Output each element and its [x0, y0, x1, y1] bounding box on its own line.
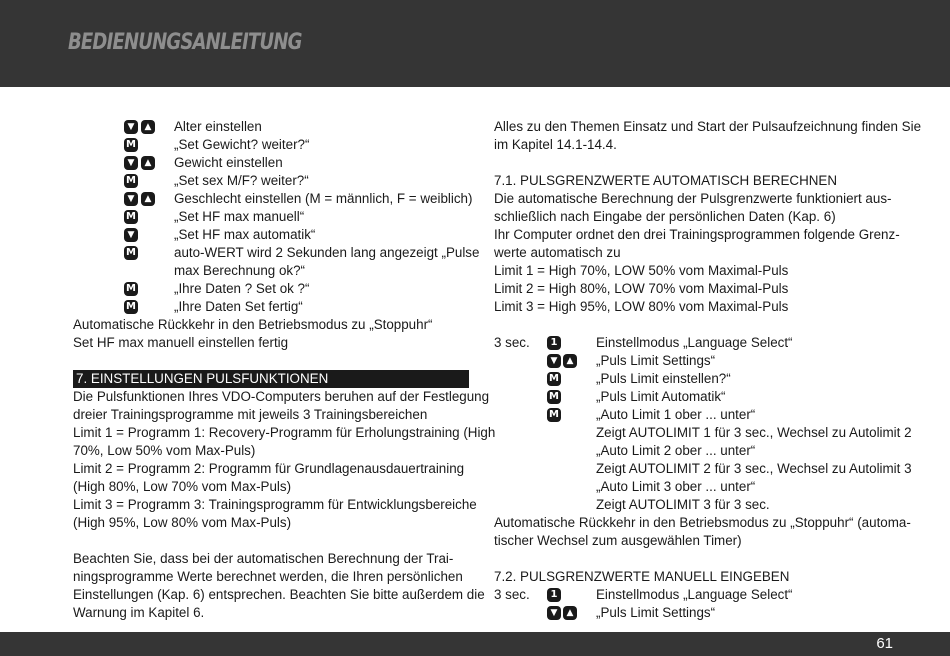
down-arrow-button-icon: ▼: [124, 120, 138, 134]
limit-line: Limit 2 = High 80%, LOW 70% vom Maximal-Puls: [494, 281, 789, 296]
step-text: Zeigt AUTOLIMIT 2 für 3 sec., Wechsel zu Autolimit 3: [596, 461, 912, 476]
right-column: [494, 118, 922, 622]
step-text: Gewicht einstellen: [174, 155, 283, 170]
mode-button-icon: M: [124, 282, 138, 296]
paragraph-line: (High 95%, Low 80% vom Max-Puls): [73, 515, 292, 530]
instruction-step: [494, 370, 889, 388]
step-text: „Puls Limit Automatik“: [596, 389, 726, 404]
instruction-step: [494, 442, 889, 460]
paragraph-line: Einstellungen (Kap. 6) entsprechen. Beachten Sie bitte außerdem die: [73, 587, 485, 602]
intro-line: im Kapitel 14.1-14.4.: [494, 137, 617, 152]
mode-button-icon: M: [547, 390, 561, 404]
step-text: „Auto Limit 2 ober ... unter“: [596, 443, 756, 458]
down-arrow-button-icon: ▼: [124, 228, 138, 242]
down-arrow-button-icon: ▼: [124, 156, 138, 170]
page-number: 61: [876, 635, 893, 652]
paragraph-line: 70%, Low 50% vom Max-Puls): [73, 443, 256, 458]
instruction-step: [494, 352, 889, 370]
intro-line: Alles zu den Themen Einsatz und Start der Pulsaufzeichnung finden Sie: [494, 119, 922, 134]
left-after-step-2: Set HF max manuell einstellen fertig: [73, 335, 289, 350]
paragraph-line: schließlich nach Eingabe der persönlichen Daten (Kap. 6): [494, 209, 836, 224]
header-bar: [0, 0, 950, 87]
paragraph-line: Warnung im Kapitel 6.: [73, 605, 205, 620]
up-arrow-button-icon: ▲: [141, 192, 155, 206]
step-text: „Ihre Daten Set fertig“: [174, 299, 303, 314]
step-text: „Auto Limit 3 ober ... unter“: [596, 479, 756, 494]
duration-label: 3 sec.: [494, 335, 530, 350]
key-icons: [547, 354, 577, 368]
instruction-step: [494, 478, 889, 496]
paragraph-line: Die automatische Berechnung der Pulsgrenzwerte funktioniert aus-: [494, 191, 892, 206]
step-text: Zeigt AUTOLIMIT 3 für 3 sec.: [596, 497, 770, 512]
step-text: Geschlecht einstellen (M = männlich, F = weiblich): [174, 191, 473, 206]
key-icons: [124, 192, 155, 206]
paragraph-line: Die Pulsfunktionen Ihres VDO-Computers beruhen auf der Festlegung: [73, 389, 490, 404]
key-icons: [124, 120, 155, 134]
key-icons: [124, 228, 138, 242]
mode-button-icon: M: [124, 138, 138, 152]
paragraph-line: tischer Wechsel zum ausgewählen Timer): [494, 533, 742, 548]
key-icons: [124, 174, 138, 188]
mode-button-icon: M: [124, 210, 138, 224]
paragraph-line: Beachten Sie, dass bei der automatischen Berechnung der Trai-: [73, 551, 454, 566]
instruction-step: [73, 226, 471, 244]
step-text: „Puls Limit Settings“: [596, 353, 716, 368]
key-icons: [124, 210, 138, 224]
key-icons: [547, 588, 561, 602]
instruction-step: [494, 604, 889, 622]
step-text: „Set Gewicht? weiter?“: [174, 137, 310, 152]
instruction-step: [494, 406, 889, 424]
up-arrow-button-icon: ▲: [563, 606, 577, 620]
step-text: Alter einstellen: [174, 119, 262, 134]
steps-7-2-list: [494, 586, 889, 622]
key-icons: [124, 282, 138, 296]
step-text: Einstellmodus „Language Select“: [596, 587, 793, 602]
left-after-step-1: Automatische Rückkehr in den Betriebsmodus zu „Stoppuhr“: [73, 317, 433, 332]
step-text: „Puls Limit Settings“: [596, 605, 716, 620]
instruction-step: [73, 136, 471, 154]
key-icons: [124, 138, 138, 152]
step-text: „Set HF max automatik“: [174, 227, 316, 242]
down-arrow-button-icon: ▼: [547, 354, 561, 368]
key-icons: [547, 336, 561, 350]
instruction-step: [73, 280, 471, 298]
step-text: auto-WERT wird 2 Sekunden lang angezeigt „Pulse: [174, 245, 480, 260]
limit-line: Limit 3 = High 95%, LOW 80% vom Maximal-Puls: [494, 299, 789, 314]
mode-button-icon: M: [124, 300, 138, 314]
up-arrow-button-icon: ▲: [141, 156, 155, 170]
mode-button-icon: M: [124, 174, 138, 188]
step-text: max Berechnung ok?“: [174, 263, 306, 278]
instruction-step: [494, 424, 912, 442]
paragraph-line: Ihr Computer ordnet den drei Trainingsprogrammen folgende Grenz-: [494, 227, 900, 242]
instruction-step: [494, 586, 889, 604]
key-icons: [547, 606, 577, 620]
paragraph-line: Limit 1 = Programm 1: Recovery-Programm für Erholungstraining (High: [73, 425, 496, 440]
step-text: „Ihre Daten ? Set ok ?“: [174, 281, 310, 296]
instruction-step: [73, 208, 471, 226]
step-text: „Auto Limit 1 ober ... unter“: [596, 407, 756, 422]
paragraph-line: dreier Trainingsprogramme mit jeweils 3 Trainingsbereichen: [73, 407, 428, 422]
key-icons: [547, 408, 561, 422]
paragraph-line: ningsprogramme Werte berechnet werden, die Ihren persönlichen: [73, 569, 463, 584]
instruction-step: [73, 190, 471, 208]
paragraph-line: (High 80%, Low 70% vom Max-Puls): [73, 479, 292, 494]
footer-bar: [0, 632, 950, 656]
limit-line: Limit 1 = High 70%, LOW 50% vom Maximal-Puls: [494, 263, 789, 278]
paragraph-line: werte automatisch zu: [494, 245, 621, 260]
button-1-icon: 1: [547, 588, 561, 602]
instruction-step: [73, 118, 471, 136]
instruction-step: [73, 154, 471, 172]
instruction-step: [494, 496, 889, 514]
key-icons: [124, 156, 155, 170]
instruction-step: [73, 298, 471, 316]
manual-title: BEDIENUNGSANLEITUNG: [68, 30, 302, 55]
instruction-step: [494, 334, 889, 352]
key-icons: [124, 300, 138, 314]
down-arrow-button-icon: ▼: [124, 192, 138, 206]
subsection-heading-7-1: 7.1. PULSGRENZWERTE AUTOMATISCH BERECHNEN: [494, 173, 838, 188]
button-1-icon: 1: [547, 336, 561, 350]
mode-button-icon: M: [547, 408, 561, 422]
step-text: „Set sex M/F? weiter?“: [174, 173, 309, 188]
step-text: Zeigt AUTOLIMIT 1 für 3 sec., Wechsel zu Autolimit 2: [596, 425, 912, 440]
paragraph-line: Limit 3 = Programm 3: Trainingsprogramm für Entwicklungsbereiche: [73, 497, 477, 512]
duration-label: 3 sec.: [494, 587, 530, 602]
paragraph-line: Automatische Rückkehr in den Betriebsmodus zu „Stoppuhr“ (automa-: [494, 515, 911, 530]
up-arrow-button-icon: ▲: [563, 354, 577, 368]
instruction-step: [494, 460, 912, 478]
instruction-step: [73, 262, 471, 280]
step-text: „Puls Limit einstellen?“: [596, 371, 731, 386]
key-icons: [124, 246, 138, 260]
instruction-step: [494, 388, 889, 406]
subsection-heading-7-2: 7.2. PULSGRENZWERTE MANUELL EINGEBEN: [494, 569, 790, 584]
left-column: [73, 118, 496, 622]
paragraph-line: Limit 2 = Programm 2: Programm für Grundlagenausdauertraining: [73, 461, 465, 476]
key-icons: [547, 390, 561, 404]
mode-button-icon: M: [124, 246, 138, 260]
instruction-step: [73, 172, 471, 190]
key-icons: [547, 372, 561, 386]
step-text: Einstellmodus „Language Select“: [596, 335, 793, 350]
mode-button-icon: M: [547, 372, 561, 386]
instruction-step: [73, 244, 480, 262]
step-text: „Set HF max manuell“: [174, 209, 305, 224]
steps-7-1-list: [494, 334, 912, 514]
up-arrow-button-icon: ▲: [141, 120, 155, 134]
section-heading-7: 7. EINSTELLUNGEN PULSFUNKTIONEN: [73, 370, 469, 388]
left-step-list: [73, 118, 480, 316]
down-arrow-button-icon: ▼: [547, 606, 561, 620]
